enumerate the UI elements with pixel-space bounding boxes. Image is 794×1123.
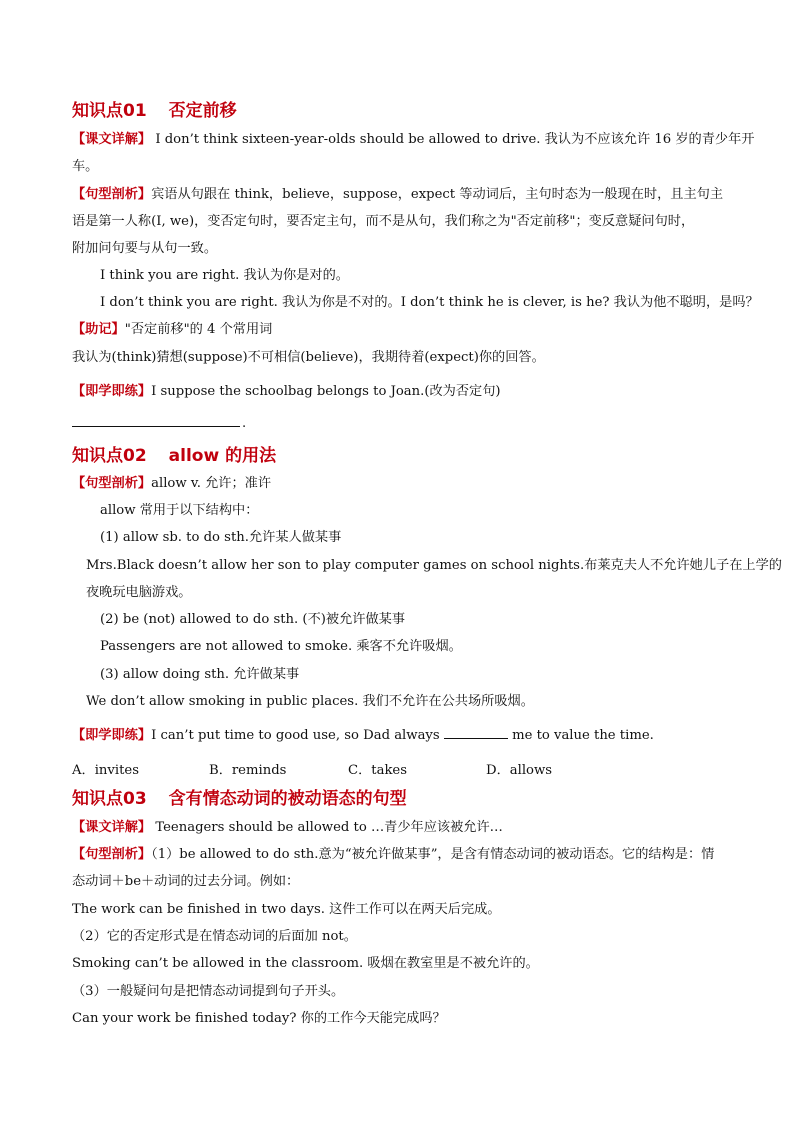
heading-number: 知识点03 xyxy=(72,789,147,809)
detail-line xyxy=(72,819,503,837)
usage-1: (1) allow sb. to do sth.允许某人做某事 xyxy=(100,530,342,545)
detail-line-2: 车。 xyxy=(72,159,99,174)
analysis-text: （1）be allowed to do sth.意为“被允许做某事”，是含有情态动词的被动语态。它的结构是：情 xyxy=(151,847,715,862)
section-heading-03 xyxy=(72,784,407,809)
practice-text-a: I can’t put time to good use, so Dad always xyxy=(151,728,440,743)
analysis-tag: 【句型剖析】 xyxy=(72,847,152,862)
memo-text: "否定前移"的 4 个常用词 xyxy=(124,322,273,337)
fill-blank[interactable] xyxy=(444,726,508,739)
detail-text: Teenagers should be allowed to …青少年应该被允许… xyxy=(155,820,503,835)
usage-2: (2) be (not) allowed to do sth. (不)被允许做某事 xyxy=(100,612,406,627)
analysis-line-2: 语是第一人称(I, we)，变否定句时，要否定主句，而不是从句，我们称之为"否定前移"；变反意疑问句时， xyxy=(72,214,695,229)
analysis-tag: 【句型剖析】 xyxy=(72,476,152,491)
memo-tag: 【助记】 xyxy=(72,322,125,337)
example-3: Can your work be finished today? 你的工作今天能完成吗？ xyxy=(72,1011,446,1026)
analysis-line-3: 附加问句要与从句一致。 xyxy=(72,241,218,256)
practice-tag: 【即学即练】 xyxy=(72,728,152,743)
rule-3: （3）一般疑问句是把情态动词提到句子开头。 xyxy=(72,984,345,999)
analysis-line xyxy=(72,475,271,493)
memo-line xyxy=(72,321,272,339)
practice-tag: 【即学即练】 xyxy=(72,384,152,399)
analysis-line-1 xyxy=(72,186,723,204)
example-1: The work can be finished in two days. 这件工作可以在两天后完成。 xyxy=(72,902,501,917)
detail-text: I don’t think sixteen-year-olds should be allowed to drive. 我认为不应该允许 16 岁的青少年开 xyxy=(155,132,755,147)
example-1: I think you are right. 我认为你是对的。 xyxy=(100,268,349,283)
practice-text: I suppose the schoolbag belongs to Joan.(改为否定句) xyxy=(151,384,501,399)
usage-3-example: We don’t allow smoking in public places. 我们不允许在公共场所吸烟。 xyxy=(86,694,534,709)
answer-period: . xyxy=(242,416,247,431)
usage-intro: allow 常用于以下结构中： xyxy=(100,503,259,518)
section-heading-02 xyxy=(72,441,276,466)
example-2: I don’t think you are right. 我认为你是不对的。I don’t think he is clever, is he? 我认为他不聪明，是吗？ xyxy=(100,295,759,310)
usage-1-example-2: 夜晚玩电脑游戏。 xyxy=(86,585,192,600)
analysis-tag: 【句型剖析】 xyxy=(72,187,152,202)
usage-1-example: Mrs.Black doesn’t allow her son to play computer games on school nights.布莱克夫人不允许她儿子在上学的 xyxy=(86,558,782,573)
analysis-text: allow v. 允许；准许 xyxy=(151,476,272,491)
heading-title: 否定前移 xyxy=(168,101,237,121)
analysis-line-2: 态动词＋be＋动词的过去分词。例如： xyxy=(72,874,300,889)
heading-title: 含有情态动词的被动语态的句型 xyxy=(168,789,407,809)
practice-line xyxy=(72,383,501,401)
option-d[interactable]: D．allows xyxy=(486,763,553,778)
rule-2: （2）它的否定形式是在情态动词的后面加 not。 xyxy=(72,929,357,944)
analysis-line-1 xyxy=(72,846,714,864)
detail-line xyxy=(72,131,754,149)
option-c[interactable]: C．takes xyxy=(348,763,408,778)
memo-line-2: 我认为(think)猜想(suppose)不可相信(believe)，我期待着(expect)你的回答。 xyxy=(72,350,545,365)
example-2: Smoking can’t be allowed in the classroom. 吸烟在教室里是不被允许的。 xyxy=(72,956,539,971)
practice-text-b: me to value the time. xyxy=(512,728,654,743)
heading-number: 知识点02 xyxy=(72,446,147,466)
usage-2-example: Passengers are not allowed to smoke. 乘客不允许吸烟。 xyxy=(100,639,462,654)
detail-tag: 【课文详解】 xyxy=(72,820,152,835)
practice-line xyxy=(72,726,654,745)
heading-number: 知识点01 xyxy=(72,101,147,121)
usage-3: (3) allow doing sth. 允许做某事 xyxy=(100,667,300,682)
answer-blank[interactable] xyxy=(72,426,240,427)
analysis-text: 宾语从句跟在 think，believe，suppose，expect 等动词后，主句时态为一般现在时，且主句主 xyxy=(151,187,724,202)
section-heading-01 xyxy=(72,96,237,121)
option-b[interactable]: B．reminds xyxy=(209,763,287,778)
option-a[interactable]: A．invites xyxy=(72,763,139,778)
detail-tag: 【课文详解】 xyxy=(72,132,152,147)
heading-title: allow 的用法 xyxy=(168,446,277,466)
